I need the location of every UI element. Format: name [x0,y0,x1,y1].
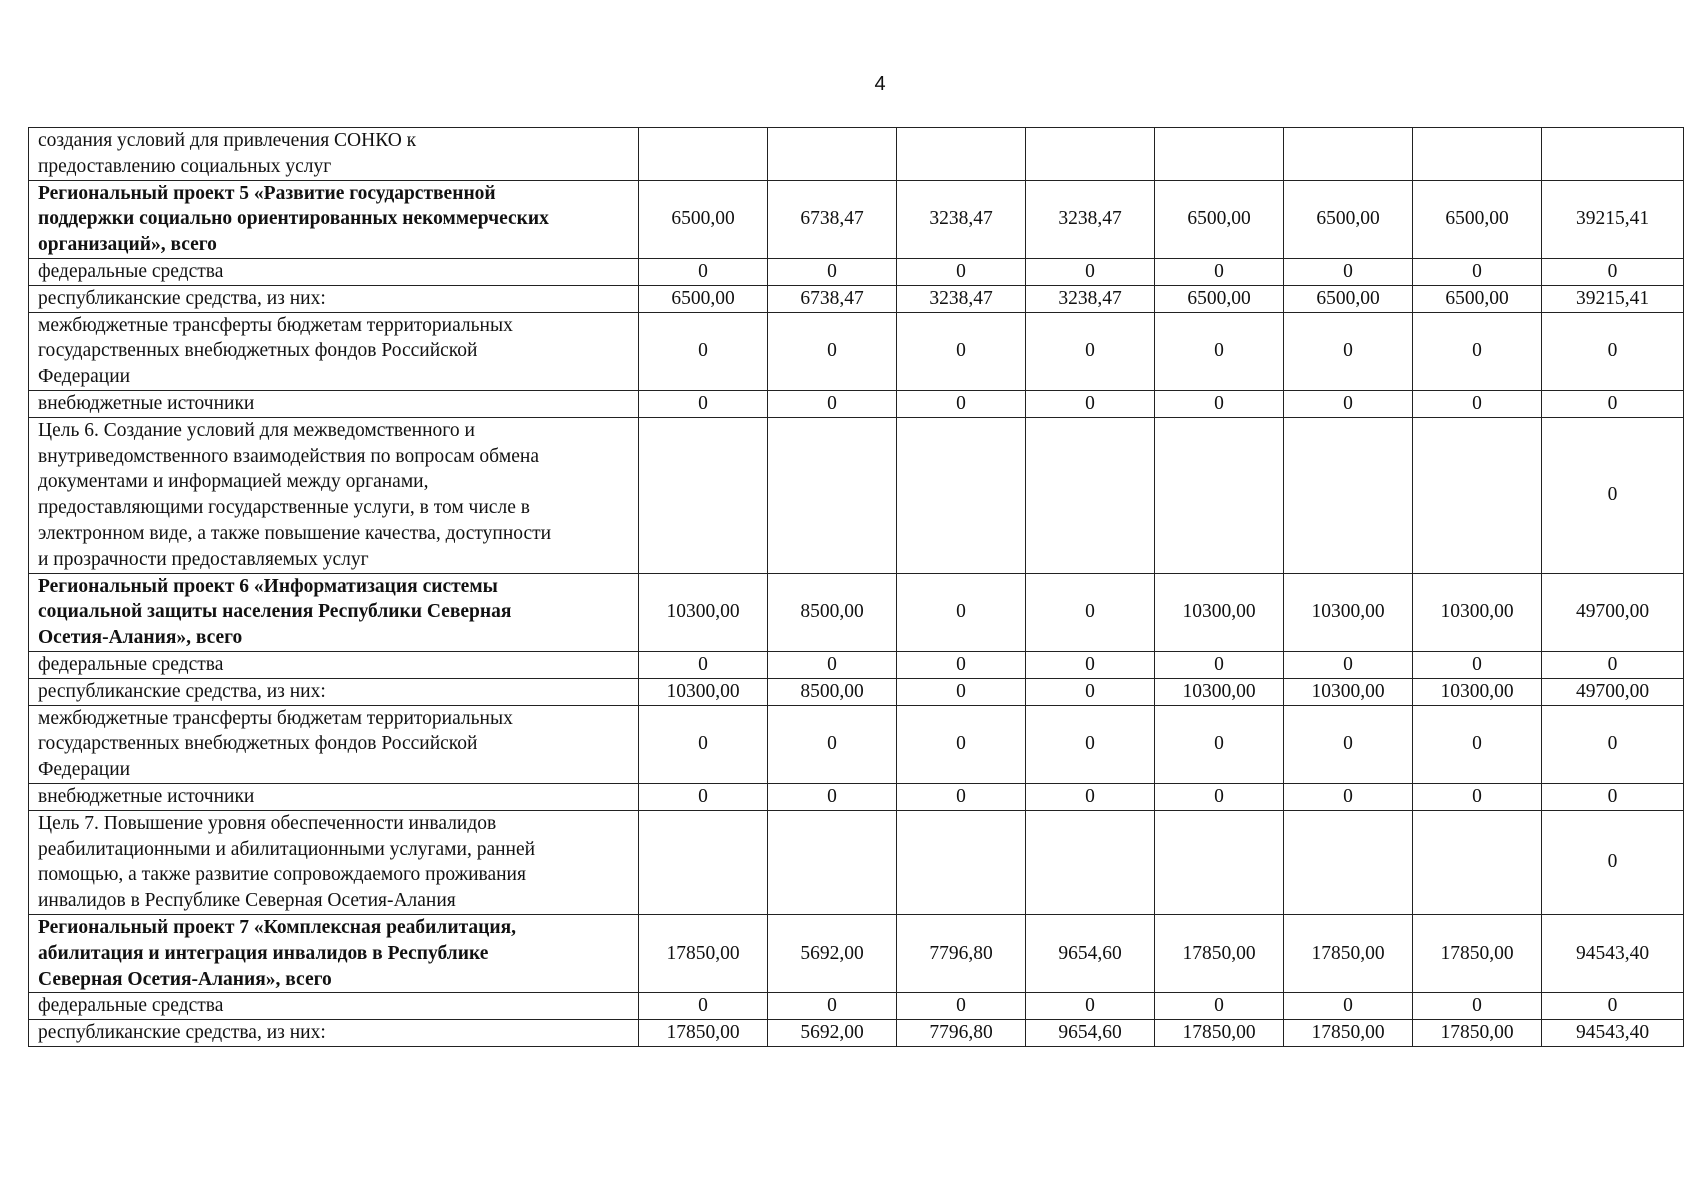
value-cell: 0 [1155,651,1284,678]
value-cell [1413,128,1542,181]
total-cell: 0 [1542,312,1684,390]
value-cell: 0 [1284,258,1413,285]
total-cell: 0 [1542,705,1684,783]
value-cell: 0 [768,390,897,417]
value-cell: 0 [639,651,768,678]
value-cell: 0 [639,312,768,390]
value-cell: 0 [1284,312,1413,390]
row-label: республиканские средства, из них: [29,1020,639,1047]
value-cell: 0 [897,573,1026,651]
row-label: создания условий для привлечения СОНКО к предоставлению социальных услуг [29,128,639,181]
value-cell: 0 [1026,783,1155,810]
value-cell: 6500,00 [1284,180,1413,258]
value-cell: 0 [1413,390,1542,417]
total-cell: 94543,40 [1542,1020,1684,1047]
row-label: Региональный проект 7 «Комплексная реабилитация, абилитация и интеграция инвалидов в Республике Северная Осетия-Алания», всего [29,914,639,992]
value-cell: 0 [897,705,1026,783]
value-cell: 0 [768,705,897,783]
value-cell: 0 [1026,573,1155,651]
value-cell [897,417,1026,573]
page-number: 4 [874,73,886,95]
budget-table [28,127,1684,1047]
value-cell: 0 [1026,705,1155,783]
value-cell: 0 [1413,705,1542,783]
value-cell [1284,128,1413,181]
value-cell: 0 [1284,705,1413,783]
table-row [29,128,1684,181]
row-label: федеральные средства [29,993,639,1020]
value-cell: 0 [1284,993,1413,1020]
value-cell: 6500,00 [1284,285,1413,312]
value-cell: 10300,00 [1155,573,1284,651]
table-row [29,651,1684,678]
total-cell: 0 [1542,993,1684,1020]
total-cell: 0 [1542,810,1684,914]
value-cell: 0 [897,651,1026,678]
value-cell [1026,810,1155,914]
value-cell: 17850,00 [639,914,768,992]
value-cell: 0 [1155,390,1284,417]
value-cell: 10300,00 [639,573,768,651]
value-cell: 17850,00 [1284,1020,1413,1047]
total-cell: 39215,41 [1542,285,1684,312]
value-cell: 0 [768,783,897,810]
table-row [29,1020,1684,1047]
row-label: Региональный проект 5 «Развитие государственной поддержки социально ориентированных некоммерческих организаций», всего [29,180,639,258]
value-cell: 6738,47 [768,285,897,312]
value-cell: 10300,00 [1284,678,1413,705]
value-cell: 6500,00 [1155,285,1284,312]
value-cell: 0 [1284,651,1413,678]
table-row [29,705,1684,783]
value-cell: 0 [768,312,897,390]
row-label: республиканские средства, из них: [29,678,639,705]
value-cell [768,417,897,573]
value-cell [1284,417,1413,573]
table-row [29,417,1684,573]
value-cell: 9654,60 [1026,914,1155,992]
row-label: Цель 7. Повышение уровня обеспеченности инвалидов реабилитационными и абилитационными услугами, ранней помощью, а также развитие сопровождаемого проживания инвалидов в Республике Северная Осетия-Алания [29,810,639,914]
value-cell: 7796,80 [897,1020,1026,1047]
value-cell: 3238,47 [1026,180,1155,258]
value-cell [639,810,768,914]
value-cell [1413,810,1542,914]
value-cell [1155,417,1284,573]
value-cell: 0 [897,678,1026,705]
value-cell: 3238,47 [897,285,1026,312]
value-cell: 0 [1413,312,1542,390]
value-cell: 0 [1284,783,1413,810]
row-label: межбюджетные трансферты бюджетам территориальных государственных внебюджетных фондов Российской Федерации [29,705,639,783]
row-label: федеральные средства [29,651,639,678]
value-cell: 5692,00 [768,1020,897,1047]
value-cell [768,810,897,914]
value-cell: 0 [897,783,1026,810]
table-row [29,810,1684,914]
value-cell: 6500,00 [639,285,768,312]
total-cell: 0 [1542,258,1684,285]
value-cell: 10300,00 [1413,573,1542,651]
budget-table-body [29,128,1684,1047]
total-cell [1542,128,1684,181]
table-row [29,258,1684,285]
value-cell: 0 [1026,258,1155,285]
value-cell: 6500,00 [639,180,768,258]
value-cell: 17850,00 [639,1020,768,1047]
total-cell: 0 [1542,417,1684,573]
row-label: республиканские средства, из них: [29,285,639,312]
value-cell: 6738,47 [768,180,897,258]
value-cell: 10300,00 [1284,573,1413,651]
value-cell: 3238,47 [897,180,1026,258]
value-cell: 0 [1413,783,1542,810]
value-cell: 0 [768,258,897,285]
value-cell: 0 [1026,312,1155,390]
value-cell: 0 [1026,678,1155,705]
value-cell: 17850,00 [1413,914,1542,992]
value-cell: 0 [639,783,768,810]
total-cell: 0 [1542,651,1684,678]
value-cell [1413,417,1542,573]
value-cell [1284,810,1413,914]
table-row [29,573,1684,651]
value-cell: 17850,00 [1284,914,1413,992]
total-cell: 0 [1542,783,1684,810]
row-label: межбюджетные трансферты бюджетам территориальных государственных внебюджетных фондов Российской Федерации [29,312,639,390]
total-cell: 39215,41 [1542,180,1684,258]
value-cell: 0 [1413,993,1542,1020]
value-cell: 7796,80 [897,914,1026,992]
value-cell [897,128,1026,181]
value-cell [1155,810,1284,914]
value-cell: 17850,00 [1413,1020,1542,1047]
total-cell: 49700,00 [1542,678,1684,705]
total-cell: 49700,00 [1542,573,1684,651]
value-cell: 0 [897,390,1026,417]
table-row [29,390,1684,417]
value-cell [639,128,768,181]
value-cell: 10300,00 [1155,678,1284,705]
value-cell: 6500,00 [1155,180,1284,258]
value-cell: 9654,60 [1026,1020,1155,1047]
value-cell: 0 [1155,783,1284,810]
value-cell: 3238,47 [1026,285,1155,312]
value-cell [1026,417,1155,573]
table-row [29,180,1684,258]
row-label: внебюджетные источники [29,783,639,810]
row-label: Цель 6. Создание условий для межведомственного и внутриведомственного взаимодействия по вопросам обмена документами и информацией между органами, предоставляющими государственные услуги, в том числе в электронном виде, а также повышение качества, доступности и прозрачности предоставляемых услуг [29,417,639,573]
value-cell: 0 [639,390,768,417]
value-cell: 10300,00 [639,678,768,705]
value-cell: 17850,00 [1155,914,1284,992]
value-cell: 0 [1284,390,1413,417]
table-row [29,993,1684,1020]
value-cell: 0 [1026,651,1155,678]
value-cell: 0 [639,705,768,783]
value-cell: 0 [897,312,1026,390]
value-cell [1155,128,1284,181]
value-cell [1026,128,1155,181]
value-cell: 0 [768,651,897,678]
table-row [29,285,1684,312]
total-cell: 0 [1542,390,1684,417]
value-cell: 6500,00 [1413,180,1542,258]
table-row [29,914,1684,992]
row-label: Региональный проект 6 «Информатизация системы социальной защиты населения Республики Северная Осетия-Алания», всего [29,573,639,651]
value-cell: 0 [1413,651,1542,678]
table-row [29,783,1684,810]
value-cell: 8500,00 [768,678,897,705]
value-cell: 5692,00 [768,914,897,992]
value-cell: 8500,00 [768,573,897,651]
value-cell [897,810,1026,914]
value-cell: 0 [1413,258,1542,285]
row-label: внебюджетные источники [29,390,639,417]
value-cell [768,128,897,181]
value-cell [639,417,768,573]
value-cell: 0 [639,993,768,1020]
value-cell: 0 [1155,258,1284,285]
value-cell: 0 [1026,993,1155,1020]
value-cell: 6500,00 [1413,285,1542,312]
table-row [29,312,1684,390]
row-label: федеральные средства [29,258,639,285]
value-cell: 0 [1026,390,1155,417]
table-row [29,678,1684,705]
value-cell: 0 [768,993,897,1020]
value-cell: 0 [897,993,1026,1020]
value-cell: 17850,00 [1155,1020,1284,1047]
value-cell: 0 [1155,312,1284,390]
value-cell: 0 [1155,705,1284,783]
value-cell: 0 [639,258,768,285]
value-cell: 0 [1155,993,1284,1020]
value-cell: 10300,00 [1413,678,1542,705]
value-cell: 0 [897,258,1026,285]
total-cell: 94543,40 [1542,914,1684,992]
